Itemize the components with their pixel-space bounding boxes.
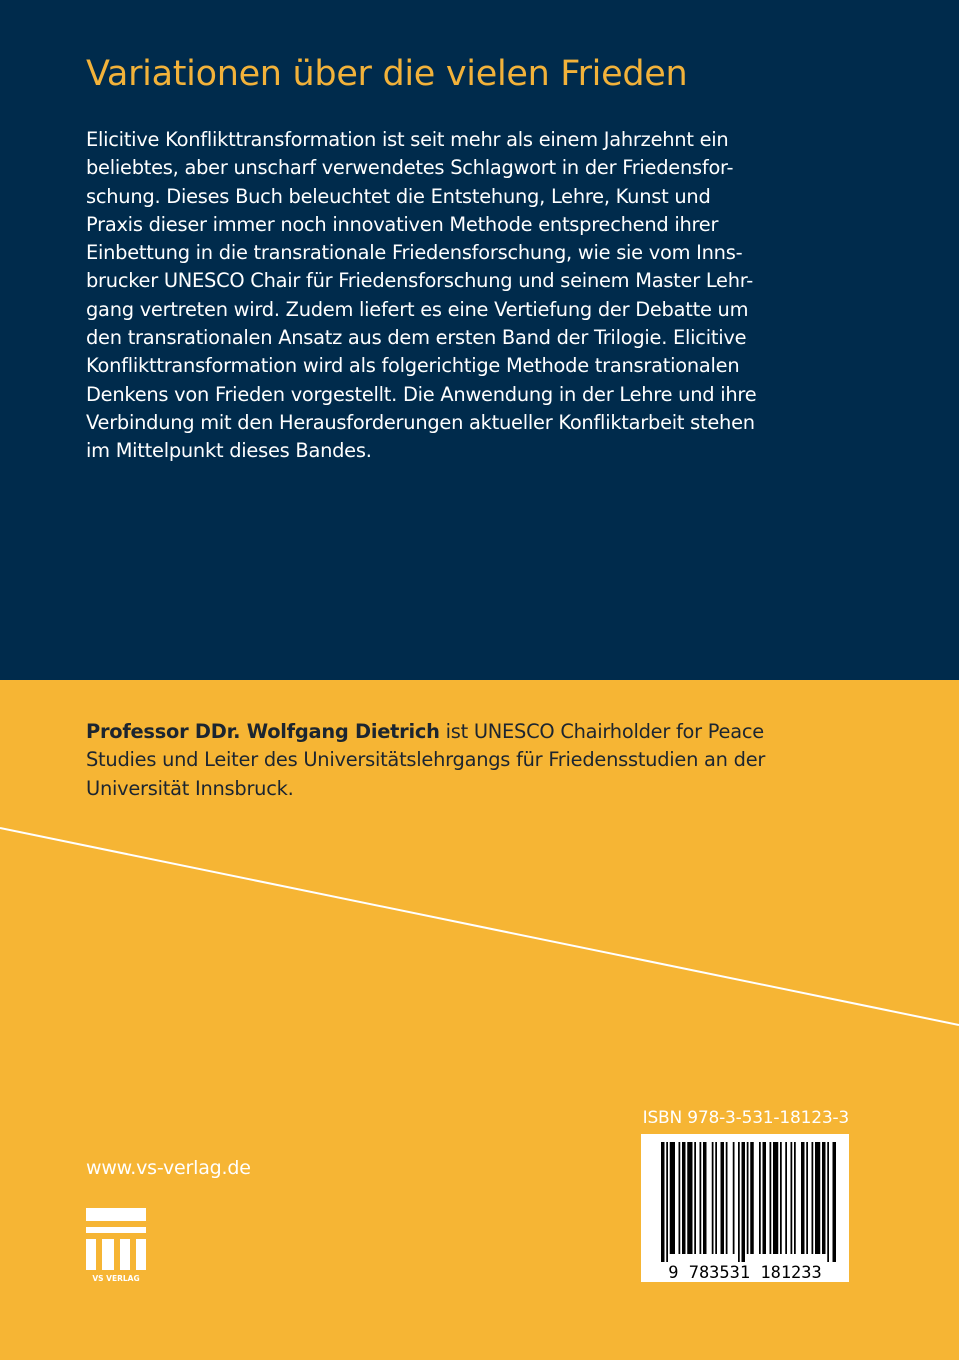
blurb-text [86,126,846,466]
barcode-bar [763,1142,767,1254]
barcode-bar [733,1142,735,1254]
author-bio-text: ist UNESCO Chairholder for Peace [439,720,764,743]
publisher-website[interactable]: www.vs-verlag.de [86,1157,251,1179]
blurb-line: brucker UNESCO Chair für Friedensforschung und seinem Master Lehr- [86,269,754,293]
barcode-bar [712,1142,714,1254]
publisher-logo-icon [86,1208,146,1284]
barcode-bar [833,1142,837,1262]
barcode-bar [738,1142,740,1262]
author-bio [86,718,886,803]
blurb-line: den transrationalen Ansatz aus dem ersten Band der Trilogie. Elicitive [86,326,747,350]
barcode-bar [785,1142,787,1254]
barcode-bar [700,1142,702,1254]
author-bio-line-1 [86,718,886,746]
barcode-bar [791,1142,793,1254]
author-bio-line-2: Studies und Leiter des Universitätslehrgangs für Friedensstudien an der [86,748,766,772]
blurb-line: beliebtes, aber unscharf verwendetes Schlagwort in der Friedensfor- [86,156,734,180]
publisher-logo-text: VS VERLAG [92,1274,140,1283]
barcode-bar [773,1142,778,1254]
blurb-line: Konflikttransformation wird als folgerichtige Methode transrationalen [86,354,740,378]
barcode-icon [641,1134,849,1282]
barcode-bar [806,1142,808,1254]
barcode-bar [742,1142,746,1262]
barcode-bar [759,1142,761,1254]
barcode-bar [812,1142,814,1254]
author-bio-line-3: Universität Innsbruck. [86,776,294,800]
barcode-bar [721,1142,725,1254]
barcode-number: 9 783531 181233 [668,1263,822,1282]
barcode-bar [822,1142,826,1254]
barcode-bar [780,1142,782,1254]
isbn-label: ISBN 978-3-531-18123-3 [642,1108,849,1128]
barcode-bar [687,1142,692,1254]
barcode-bar [670,1142,675,1254]
barcode-bar [666,1142,668,1262]
barcode-bar [750,1142,754,1254]
barcode-bar [679,1142,681,1254]
barcode-bar [827,1142,829,1262]
barcode-bar [703,1142,707,1254]
barcode-bar [815,1142,820,1254]
author-name: Professor DDr. Wolfgang Dietrich [86,720,440,743]
barcode-bar [747,1142,749,1254]
blurb-line: Verbindung mit den Herausforderungen aktueller Konfliktarbeit stehen [86,410,755,434]
blurb-line: schung. Dieses Buch beleuchtet die Entstehung, Lehre, Kunst und [86,184,711,208]
barcode-bar [715,1142,717,1254]
barcode-bar [801,1142,805,1254]
blurb-line: gang vertreten wird. Zudem liefert es eine Vertiefung der Debatte um [86,297,749,321]
blurb-line: Einbettung in die transrationale Friedensforschung, wie sie vom Inns- [86,241,743,265]
barcode-bar [770,1142,772,1254]
book-title: Variationen über die vielen Frieden [86,54,688,94]
barcode-bar [682,1142,686,1254]
barcode-bar [726,1142,728,1254]
blurb-line: Praxis dieser immer noch innovativen Methode entsprechend ihrer [86,212,719,236]
barcode-bar [694,1142,696,1254]
barcode [641,1134,849,1282]
blurb-line: im Mittelpunkt dieses Bandes. [86,439,372,463]
blurb-line: Elicitive Konflikttransformation ist seit mehr als einem Jahrzehnt ein [86,128,729,151]
barcode-bar [794,1142,796,1254]
blurb-line: Denkens von Frieden vorgestellt. Die Anwendung in der Lehre und ihre [86,382,757,406]
barcode-bar [661,1142,665,1262]
